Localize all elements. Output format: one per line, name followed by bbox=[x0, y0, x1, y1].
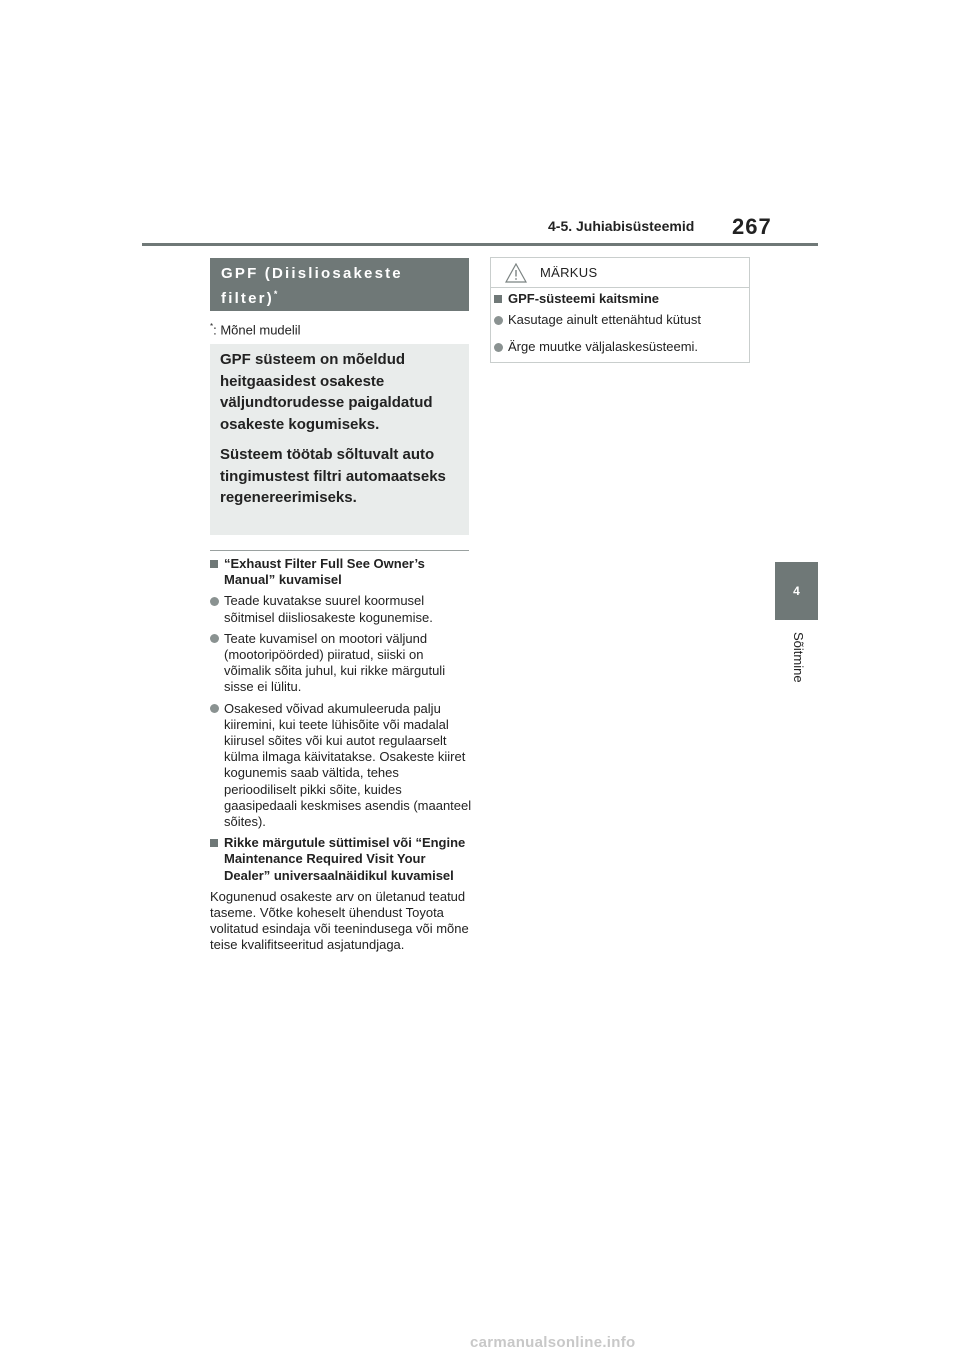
round-bullet-icon bbox=[210, 634, 219, 643]
footnote-text: : Mõnel mudelil bbox=[213, 322, 301, 338]
section-heading-text: Rikke märgutule süttimisel või “Engine Maintenance Required Visit Your Dealer” universaalnäidikul kuvamisel bbox=[224, 835, 466, 883]
topic-title: GPF (Diisliosakeste filter) bbox=[221, 265, 403, 307]
notice-heading bbox=[494, 291, 750, 307]
title-footnote-mark: * bbox=[273, 289, 278, 299]
topic-title-box bbox=[210, 258, 469, 311]
header-divider bbox=[142, 243, 818, 246]
chapter-number: 4 bbox=[793, 584, 800, 598]
notice-header bbox=[490, 257, 750, 288]
list-item-text: Teade kuvatakse suurel koormusel sõitmisel diisliosakeste kogunemise. bbox=[224, 593, 433, 625]
section-heading bbox=[210, 835, 472, 884]
square-bullet-icon bbox=[210, 560, 218, 568]
list-item bbox=[494, 312, 750, 328]
body-paragraph: Kogunenud osakeste arv on ületanud teatud taseme. Võtke koheselt ühendust Toyota volitatud esindaja või teenindusega või mõne teise kvalifitseeritud asjatundjaga. bbox=[210, 888, 469, 953]
round-bullet-icon bbox=[494, 343, 503, 352]
list-item bbox=[210, 631, 472, 696]
left-column-body bbox=[210, 556, 472, 954]
summary-paragraph: GPF süsteem on mõeldud heitgaasidest osakeste väljundtorudesse paigaldatud osakeste kogumiseks. bbox=[220, 351, 433, 434]
notice-heading-text: GPF-süsteemi kaitsmine bbox=[508, 291, 659, 306]
notice-title: MÄRKUS bbox=[540, 265, 598, 280]
list-item bbox=[494, 339, 750, 355]
list-item-text: Kasutage ainult ettenähtud kütust bbox=[508, 312, 701, 328]
warning-triangle-icon bbox=[505, 263, 527, 283]
section-heading-text: “Exhaust Filter Full See Owner’s Manual” kuvamisel bbox=[224, 556, 425, 588]
page-number: 267 bbox=[732, 214, 772, 239]
round-bullet-icon bbox=[210, 704, 219, 713]
section-title: 4-5. Juhiabisüsteemid bbox=[548, 218, 695, 234]
list-item bbox=[210, 701, 472, 831]
list-item-text: Ärge muutke väljalaskesüsteemi. bbox=[508, 339, 699, 355]
round-bullet-icon bbox=[210, 597, 219, 606]
summary-box bbox=[210, 344, 469, 535]
section-heading bbox=[210, 556, 472, 588]
chapter-tab bbox=[775, 562, 818, 620]
round-bullet-icon bbox=[494, 316, 503, 325]
square-bullet-icon bbox=[210, 839, 218, 847]
list-item bbox=[210, 593, 472, 625]
section-divider bbox=[210, 550, 469, 551]
list-item-text: Teate kuvamisel on mootori väljund (mootoripöörded) piiratud, siiski on võimalik sõita juhul, kui rikke märgutuli sisse ei lülitu. bbox=[224, 630, 446, 695]
list-item-text: Osakesed võivad akumuleeruda palju kiiremini, kui teete lühisõite või madalal kiirusel sõites või kui autot regulaarselt külma ilmaga käivitatakse. Osakeste kiiret kogunemis saab vältida, tehes perioodiliselt pikki sõite, kuides gaasipedaali keskmises asendis (maanteel sõites). bbox=[224, 700, 472, 830]
watermark: carmanualsonline.info bbox=[470, 1334, 636, 1351]
footnote-mark: * bbox=[210, 322, 214, 331]
notice-body bbox=[494, 291, 750, 361]
chapter-label: Sõitmine bbox=[791, 632, 806, 683]
summary-paragraph: Süsteem töötab sõltuvalt auto tingimustest filtri automaatseks regenereerimiseks. bbox=[220, 445, 446, 507]
footnote bbox=[210, 322, 301, 337]
square-bullet-icon bbox=[494, 295, 502, 303]
